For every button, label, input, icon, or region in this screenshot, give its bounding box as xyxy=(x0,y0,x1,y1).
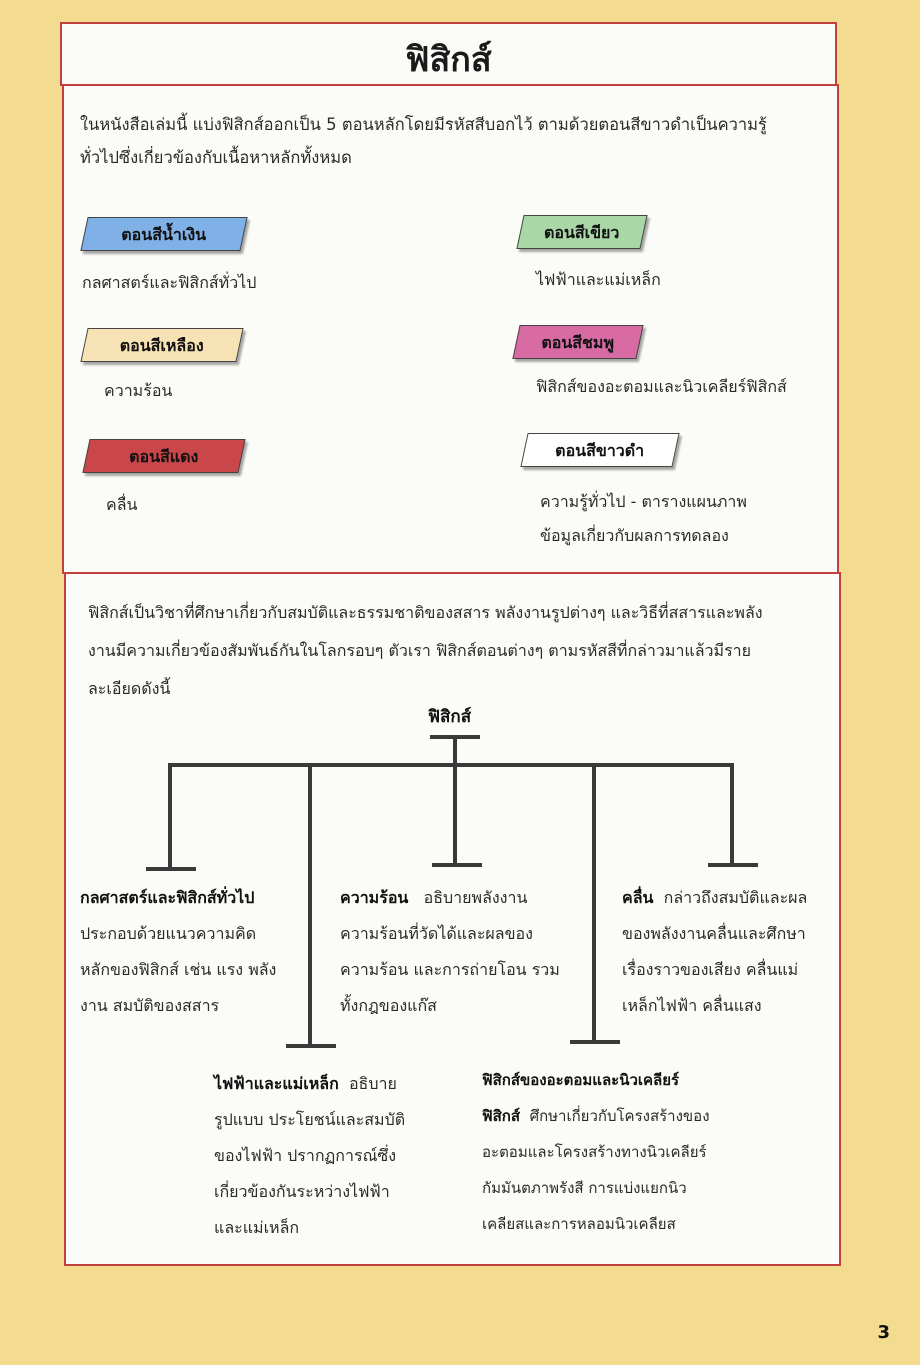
node-line: เกี่ยวข้องกันระหว่างไฟฟ้า xyxy=(214,1182,390,1201)
section-desc-bw-2: ข้อมูลเกี่ยวกับผลการทดลอง xyxy=(540,526,729,545)
node-line: ความร้อน และการถ่ายโอน รวม xyxy=(340,960,560,979)
node-heat xyxy=(340,880,560,1024)
intro-line-1: ในหนังสือเล่มนี้ แบ่งฟิสิกส์ออกเป็น 5 ตอนหลักโดยมีรหัสสีบอกไว้ ตามด้วยตอนสีขาวดำเป็นความรู้ xyxy=(80,115,767,134)
node-line: และแม่เหล็ก xyxy=(214,1218,300,1237)
section-tag-label: ตอนสีแดง xyxy=(129,447,199,466)
branch-electric xyxy=(308,763,312,1046)
node-electric xyxy=(214,1066,405,1246)
node-mechanics xyxy=(80,880,276,1024)
section-desc-red: คลื่น xyxy=(106,495,138,514)
section-tag-pink xyxy=(512,325,643,359)
section-tag-label: ตอนสีเขียว xyxy=(543,223,620,242)
node-title: ความร้อน xyxy=(340,888,409,907)
paragraph-line-3: ละเอียดดังนี้ xyxy=(88,679,171,698)
branch-electric-cap xyxy=(286,1044,336,1048)
node-title: ฟิสิกส์ของอะตอมและนิวเคลียร์ xyxy=(482,1071,680,1089)
node-atomic xyxy=(482,1062,710,1242)
branch-atomic-cap xyxy=(570,1040,620,1044)
node-line: ของไฟฟ้า ปรากฏการณ์ซึ่ง xyxy=(214,1146,397,1165)
branch-waves-cap xyxy=(708,863,758,867)
node-title: กลศาสตร์และฟิสิกส์ทั่วไป xyxy=(80,888,255,907)
branch-waves xyxy=(730,763,734,866)
section-desc-bw-1: ความรู้ทั่วไป - ตารางแผนภาพ xyxy=(540,492,747,511)
node-line: เคลียสและการหลอมนิวเคลียส xyxy=(482,1215,676,1233)
section-tag-label: ตอนสีน้ำเงิน xyxy=(121,225,207,244)
page-title: ฟิสิกส์ xyxy=(405,40,492,80)
section-tag-blue xyxy=(80,217,247,251)
node-line: ของพลังงานคลื่นและศึกษา xyxy=(622,924,806,943)
node-waves xyxy=(622,880,807,1024)
node-title: คลื่น xyxy=(622,888,654,907)
section-tag-yellow xyxy=(80,328,243,362)
section-tag-green xyxy=(516,215,647,249)
section-tag-label: ตอนสีขาวดำ xyxy=(555,441,645,460)
node-line: เหล็กไฟฟ้า คลื่นแสง xyxy=(622,996,762,1015)
node-line: หลักของฟิสิกส์ เช่น แรง พลัง xyxy=(80,960,277,979)
section-desc-green: ไฟฟ้าและแม่เหล็ก xyxy=(536,270,661,289)
section-desc-pink: ฟิสิกส์ของอะตอมและนิวเคลียร์ฟิสิกส์ xyxy=(536,377,787,396)
section-tag-label: ตอนสีชมพู xyxy=(541,333,615,352)
tree-bar xyxy=(168,763,734,767)
page-number: 3 xyxy=(877,1322,890,1343)
node-line: ทั้งกฎของแก๊ส xyxy=(340,996,437,1015)
node-first: ศึกษาเกี่ยวกับโครงสร้างของ xyxy=(529,1107,710,1125)
root-stem xyxy=(453,737,457,865)
section-tag-red xyxy=(82,439,245,473)
branch-atomic xyxy=(592,763,596,1043)
node-line: เรื่องราวของเสียง คลื่นแม่ xyxy=(622,960,799,979)
branch-mechanics-cap xyxy=(146,867,196,871)
node-title-2: ฟิสิกส์ xyxy=(482,1107,521,1125)
node-first: อธิบายพลังงาน xyxy=(423,888,528,907)
node-line: ความร้อนที่วัดได้และผลของ xyxy=(340,924,533,943)
title-frame xyxy=(60,22,837,86)
section-tag-label: ตอนสีเหลือง xyxy=(119,336,204,355)
node-line: รูปแบบ ประโยชน์และสมบัติ xyxy=(214,1110,406,1129)
paragraph-line-2: งานมีความเกี่ยวข้องสัมพันธ์กันในโลกรอบๆ ตัวเรา ฟิสิกส์ตอนต่างๆ ตามรหัสสีที่กล่าวมาแล้วมีราย xyxy=(88,641,752,660)
section-desc-blue: กลศาสตร์และฟิสิกส์ทั่วไป xyxy=(82,273,257,292)
tree-root-label: ฟิสิกส์ xyxy=(428,707,472,727)
node-first: อธิบาย xyxy=(348,1074,397,1093)
node-first: กล่าวถึงสมบัติและผล xyxy=(663,888,808,907)
section-tag-bw xyxy=(520,433,679,467)
heat-cap xyxy=(432,863,482,867)
section-desc-yellow: ความร้อน xyxy=(104,381,173,400)
node-line: อะตอมและโครงสร้างทางนิวเคลียร์ xyxy=(482,1143,707,1161)
intro-line-2: ทั่วไปซึ่งเกี่ยวข้องกับเนื้อหาหลักทั้งหมด xyxy=(80,148,352,167)
paragraph-line-1: ฟิสิกส์เป็นวิชาที่ศึกษาเกี่ยวกับสมบัติและธรรมชาติของสสาร พลังงานรูปต่างๆ และวิธีที่สสารและพลัง xyxy=(88,603,763,622)
branch-mechanics xyxy=(168,763,172,871)
node-line: กัมมันตภาพรังสี การแบ่งแยกนิว xyxy=(482,1179,687,1197)
node-title: ไฟฟ้าและแม่เหล็ก xyxy=(214,1074,339,1093)
node-line: งาน สมบัติของสสาร xyxy=(80,996,220,1015)
node-line: ประกอบด้วยแนวความคิด xyxy=(80,924,257,943)
